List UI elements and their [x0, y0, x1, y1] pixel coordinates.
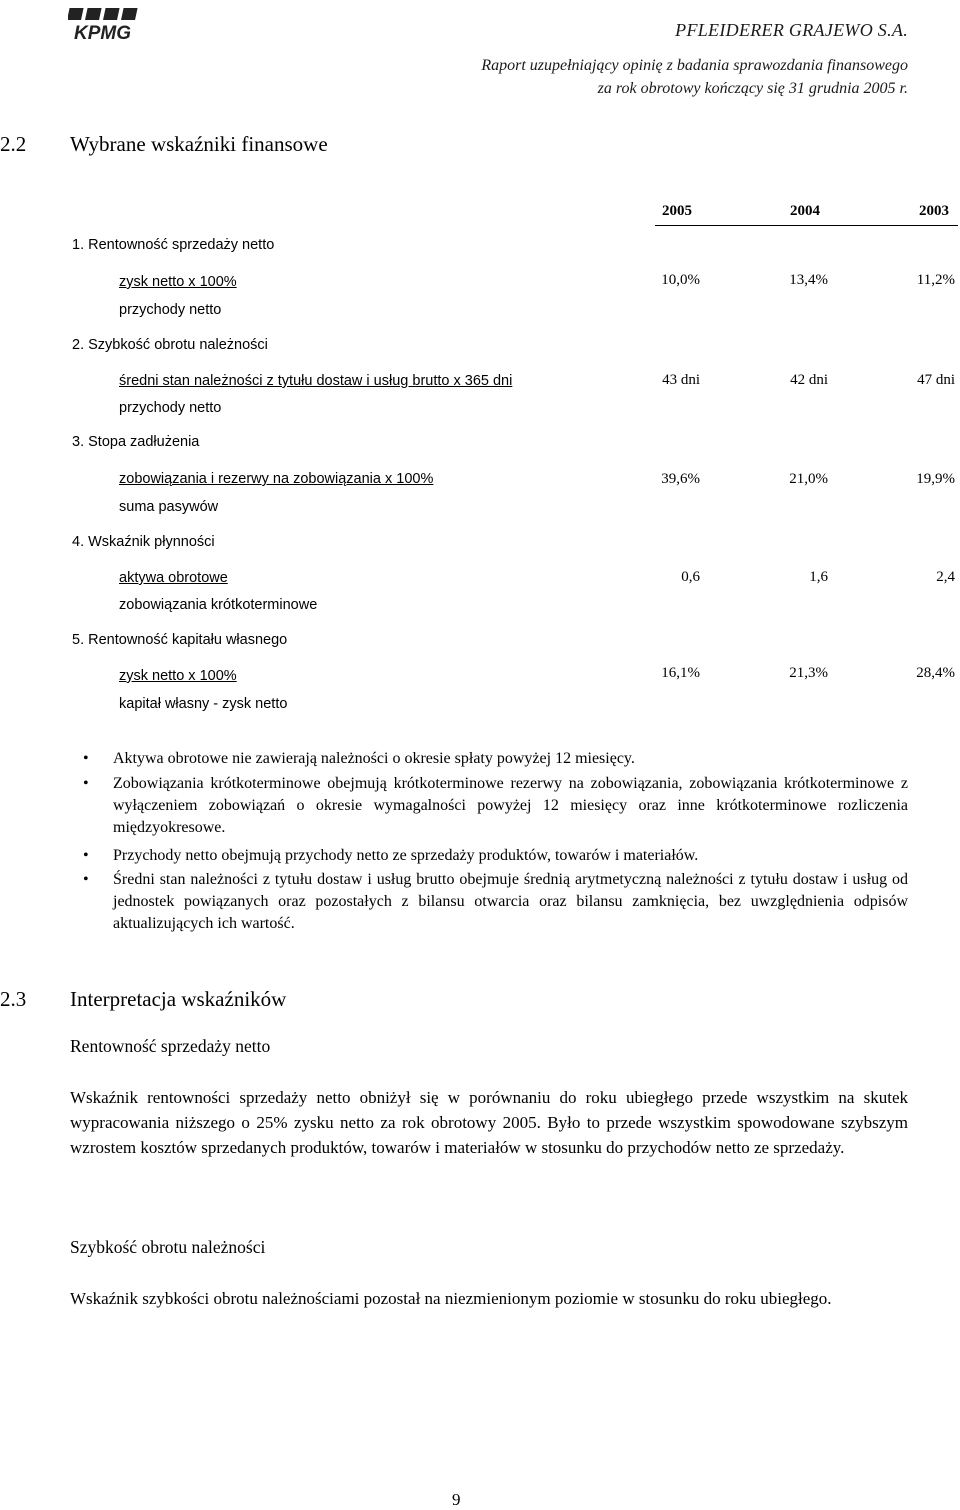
indicator-3-2005: 39,6% — [661, 471, 700, 487]
kpmg-logo — [68, 6, 158, 42]
indicator-5-2005: 16,1% — [661, 665, 700, 681]
subheading-rentownosc: Rentowność sprzedaży netto — [70, 1036, 271, 1056]
subheading-szybkosc: Szybkość obrotu należności — [70, 1237, 266, 1257]
paragraph-rentownosc: Wskaźnik rentowności sprzedaży netto obniżył się w porównaniu do roku ubiegłego przede wszystkim na skutek wypracowania niższego o 25% zysku netto za rok obrotowy 2005. Było to przede wszystkim spowodowane szybszym wzrostem kosztów sprzedanych produktów, towarów i materiałów w stosunku do przychodów netto ze sprzedaży. — [70, 1088, 908, 1157]
note-1-text: Aktywa obrotowe nie zawierają należności o okresie spłaty powyżej 12 miesięcy. — [113, 750, 635, 767]
indicator-1-denominator: przychody netto — [119, 302, 222, 318]
note-3 — [83, 845, 903, 867]
header-line-2: za rok obrotowy kończący się 31 grudnia 2005 r. — [597, 80, 908, 97]
indicator-5-numerator: zysk netto x 100% — [119, 668, 237, 684]
year-2004: 2004 — [790, 203, 820, 219]
indicator-4-numerator: aktywa obrotowe — [119, 570, 228, 586]
year-2003: 2003 — [919, 203, 949, 219]
note-2 — [83, 773, 908, 839]
indicator-1-2003: 11,2% — [916, 272, 955, 288]
indicator-1-title: 1. Rentowność sprzedaży netto — [72, 237, 275, 253]
indicator-3-title: 3. Stopa zadłużenia — [72, 434, 200, 450]
note-4-text: Średni stan należności z tytułu dostaw i usług brutto obejmuje średnią arytmetyczną należności z tytułu dostaw i usług od jednostek powiązanych oraz pozostałych z bilansu otwarcia oraz bilansu zamknięcia, bez uwzględnienia odpisów aktualizujących ich wartość. — [113, 871, 908, 932]
note-3-text: Przychody netto obejmują przychody netto ze sprzedaży produktów, towarów i materiałów. — [113, 847, 699, 864]
note-1 — [83, 748, 903, 770]
bullet-icon: • — [83, 847, 89, 864]
section-2-3-number: 2.3 — [0, 987, 27, 1011]
kpmg-logo-text: KPMG — [74, 23, 131, 42]
indicator-3-numerator: zobowiązania i rezerwy na zobowiązania x 100% — [119, 471, 434, 487]
bullet-icon: • — [83, 750, 89, 767]
section-2-2-number: 2.2 — [0, 132, 27, 156]
indicator-2-numerator: średni stan należności z tytułu dostaw i usług brutto x 365 dni — [119, 373, 513, 389]
indicator-1-2005: 10,0% — [661, 272, 700, 288]
indicator-2-title: 2. Szybkość obrotu należności — [72, 337, 268, 353]
indicator-1-2004: 13,4% — [789, 272, 828, 288]
indicator-3-denominator: suma pasywów — [119, 499, 219, 515]
indicator-2-denominator: przychody netto — [119, 400, 222, 416]
section-2-2-title: Wybrane wskaźniki finansowe — [70, 132, 328, 156]
indicator-4-2005: 0,6 — [681, 569, 700, 585]
table-header-rule — [655, 225, 958, 226]
indicator-4-2003: 2,4 — [936, 569, 955, 585]
paragraph-szybkosc: Wskaźnik szybkości obrotu należnościami pozostał na niezmienionym poziomie w stosunku do roku ubiegłego. — [70, 1289, 832, 1308]
indicator-5-2003: 28,4% — [916, 665, 955, 681]
indicator-3-2003: 19,9% — [916, 471, 955, 487]
indicator-1-numerator: zysk netto x 100% — [119, 274, 237, 290]
note-4 — [83, 869, 908, 935]
section-2-3-title: Interpretacja wskaźników — [70, 987, 287, 1011]
indicator-2-2005: 43 dni — [662, 372, 700, 388]
year-2005: 2005 — [662, 203, 692, 219]
bullet-icon: • — [83, 775, 89, 792]
indicator-5-denominator: kapitał własny - zysk netto — [119, 696, 288, 712]
page-number: 9 — [452, 1490, 461, 1509]
indicator-4-title: 4. Wskaźnik płynności — [72, 534, 215, 550]
indicator-5-2004: 21,3% — [789, 665, 828, 681]
indicator-2-2003: 47 dni — [917, 372, 955, 388]
indicator-2-2004: 42 dni — [790, 372, 828, 388]
header-line-1: Raport uzupełniający opinię z badania sprawozdania finansowego — [481, 57, 908, 74]
indicator-4-2004: 1,6 — [809, 569, 828, 585]
indicator-5-title: 5. Rentowność kapitału własnego — [72, 632, 288, 648]
note-2-text: Zobowiązania krótkoterminowe obejmują krótkoterminowe rezerwy na zobowiązania, zobowiązania krótkoterminowe z wyłączeniem zobowiązań o okresie wymagalności powyżej 12 miesięcy oraz inne krótkoterminowe rozliczenia międzyokresowe. — [113, 775, 908, 836]
bullet-icon: • — [83, 871, 89, 888]
indicator-4-denominator: zobowiązania krótkoterminowe — [119, 597, 318, 613]
indicator-3-2004: 21,0% — [789, 471, 828, 487]
header-company: PFLEIDERER GRAJEWO S.A. — [675, 20, 908, 40]
